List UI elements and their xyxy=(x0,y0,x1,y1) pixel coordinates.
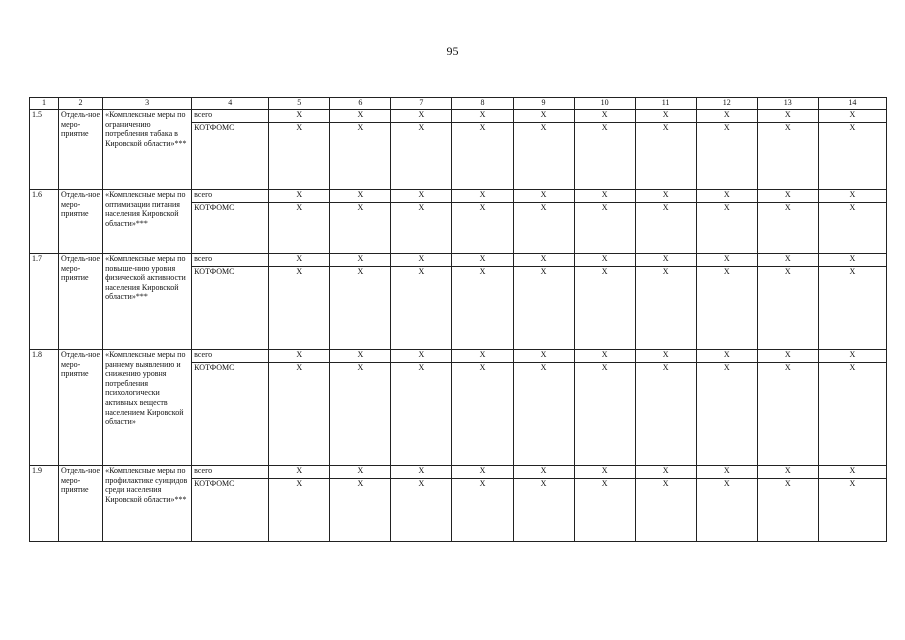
column-header-10: 10 xyxy=(574,98,635,110)
value-cell: X xyxy=(635,466,696,479)
column-header-12: 12 xyxy=(696,98,757,110)
value-cell: X xyxy=(513,466,574,479)
value-cell: X xyxy=(818,110,886,123)
value-cell: X xyxy=(269,363,330,466)
table-row xyxy=(30,350,887,363)
column-header-7: 7 xyxy=(391,98,452,110)
row-number: 1.7 xyxy=(30,254,59,350)
column-header-2: 2 xyxy=(59,98,103,110)
value-cell: X xyxy=(391,350,452,363)
value-cell: X xyxy=(696,254,757,267)
value-cell: X xyxy=(696,267,757,350)
value-cell: X xyxy=(391,363,452,466)
value-cell: X xyxy=(513,110,574,123)
funding-source: КОТФОМС xyxy=(192,479,269,542)
funding-source: всего xyxy=(192,466,269,479)
value-cell: X xyxy=(452,190,513,203)
program-table xyxy=(29,97,887,542)
activity-type: Отдель-ное меро-приятие xyxy=(59,350,103,466)
value-cell: X xyxy=(818,190,886,203)
value-cell: X xyxy=(574,363,635,466)
value-cell: X xyxy=(452,350,513,363)
value-cell: X xyxy=(757,267,818,350)
value-cell: X xyxy=(574,110,635,123)
value-cell: X xyxy=(269,466,330,479)
value-cell: X xyxy=(757,350,818,363)
table-row xyxy=(30,190,887,203)
column-header-6: 6 xyxy=(330,98,391,110)
value-cell: X xyxy=(574,203,635,254)
value-cell: X xyxy=(330,123,391,190)
value-cell: X xyxy=(574,350,635,363)
value-cell: X xyxy=(818,123,886,190)
value-cell: X xyxy=(818,350,886,363)
funding-source: КОТФОМС xyxy=(192,123,269,190)
column-header-8: 8 xyxy=(452,98,513,110)
value-cell: X xyxy=(330,350,391,363)
activity-type: Отдель-ное меро-приятие xyxy=(59,110,103,190)
value-cell: X xyxy=(635,254,696,267)
value-cell: X xyxy=(513,203,574,254)
column-header-14: 14 xyxy=(818,98,886,110)
value-cell: X xyxy=(635,363,696,466)
value-cell: X xyxy=(574,479,635,542)
value-cell: X xyxy=(269,254,330,267)
funding-source: всего xyxy=(192,350,269,363)
column-header-5: 5 xyxy=(269,98,330,110)
funding-source: всего xyxy=(192,110,269,123)
value-cell: X xyxy=(269,479,330,542)
value-cell: X xyxy=(330,203,391,254)
funding-source: КОТФОМС xyxy=(192,267,269,350)
table-body xyxy=(30,110,887,542)
value-cell: X xyxy=(757,479,818,542)
value-cell: X xyxy=(391,123,452,190)
value-cell: X xyxy=(513,267,574,350)
row-number: 1.5 xyxy=(30,110,59,190)
value-cell: X xyxy=(452,203,513,254)
value-cell: X xyxy=(574,123,635,190)
value-cell: X xyxy=(452,254,513,267)
column-header-1: 1 xyxy=(30,98,59,110)
value-cell: X xyxy=(513,479,574,542)
table-row xyxy=(30,254,887,267)
activity-type: Отдель-ное меро-приятие xyxy=(59,254,103,350)
value-cell: X xyxy=(574,466,635,479)
value-cell: X xyxy=(757,110,818,123)
value-cell: X xyxy=(635,110,696,123)
value-cell: X xyxy=(391,479,452,542)
funding-source: КОТФОМС xyxy=(192,203,269,254)
value-cell: X xyxy=(635,479,696,542)
value-cell: X xyxy=(818,363,886,466)
value-cell: X xyxy=(696,350,757,363)
value-cell: X xyxy=(635,350,696,363)
funding-source: КОТФОМС xyxy=(192,363,269,466)
value-cell: X xyxy=(330,466,391,479)
value-cell: X xyxy=(757,190,818,203)
column-header-11: 11 xyxy=(635,98,696,110)
value-cell: X xyxy=(391,254,452,267)
value-cell: X xyxy=(818,479,886,542)
row-number: 1.6 xyxy=(30,190,59,254)
value-cell: X xyxy=(696,203,757,254)
value-cell: X xyxy=(574,190,635,203)
value-cell: X xyxy=(757,363,818,466)
value-cell: X xyxy=(452,110,513,123)
activity-name: «Комплексные меры по ограничению потребления табака в Кировской области»*** xyxy=(103,110,192,190)
value-cell: X xyxy=(330,190,391,203)
header-row xyxy=(30,98,887,110)
row-number: 1.8 xyxy=(30,350,59,466)
value-cell: X xyxy=(452,479,513,542)
value-cell: X xyxy=(330,110,391,123)
column-header-9: 9 xyxy=(513,98,574,110)
value-cell: X xyxy=(330,254,391,267)
value-cell: X xyxy=(635,190,696,203)
value-cell: X xyxy=(757,466,818,479)
value-cell: X xyxy=(269,350,330,363)
value-cell: X xyxy=(330,363,391,466)
value-cell: X xyxy=(696,123,757,190)
value-cell: X xyxy=(635,203,696,254)
value-cell: X xyxy=(757,254,818,267)
value-cell: X xyxy=(269,203,330,254)
value-cell: X xyxy=(269,190,330,203)
value-cell: X xyxy=(818,254,886,267)
value-cell: X xyxy=(818,203,886,254)
value-cell: X xyxy=(696,363,757,466)
value-cell: X xyxy=(269,110,330,123)
value-cell: X xyxy=(452,267,513,350)
value-cell: X xyxy=(696,466,757,479)
value-cell: X xyxy=(635,267,696,350)
value-cell: X xyxy=(696,479,757,542)
value-cell: X xyxy=(818,466,886,479)
value-cell: X xyxy=(635,123,696,190)
column-header-3: 3 xyxy=(103,98,192,110)
table-row xyxy=(30,466,887,479)
column-header-13: 13 xyxy=(757,98,818,110)
value-cell: X xyxy=(452,363,513,466)
value-cell: X xyxy=(757,203,818,254)
value-cell: X xyxy=(513,190,574,203)
value-cell: X xyxy=(391,466,452,479)
value-cell: X xyxy=(391,267,452,350)
activity-name: «Комплексные меры по раннему выявлению и снижению уровня потребления психологически активных веществ населением Кировской области» xyxy=(103,350,192,466)
value-cell: X xyxy=(513,254,574,267)
value-cell: X xyxy=(696,190,757,203)
row-number: 1.9 xyxy=(30,466,59,542)
value-cell: X xyxy=(269,123,330,190)
activity-name: «Комплексные меры по повыше-нию уровня физической активности населения Кировской области»*** xyxy=(103,254,192,350)
value-cell: X xyxy=(452,123,513,190)
value-cell: X xyxy=(452,466,513,479)
value-cell: X xyxy=(391,110,452,123)
value-cell: X xyxy=(513,363,574,466)
value-cell: X xyxy=(269,267,330,350)
value-cell: X xyxy=(330,267,391,350)
funding-source: всего xyxy=(192,254,269,267)
value-cell: X xyxy=(391,190,452,203)
page-number: 95 xyxy=(446,44,459,58)
value-cell: X xyxy=(330,479,391,542)
value-cell: X xyxy=(513,350,574,363)
value-cell: X xyxy=(574,267,635,350)
value-cell: X xyxy=(391,203,452,254)
table-row xyxy=(30,110,887,123)
activity-name: «Комплексные меры по оптимизации питания населения Кировской области»*** xyxy=(103,190,192,254)
funding-source: всего xyxy=(192,190,269,203)
value-cell: X xyxy=(696,110,757,123)
value-cell: X xyxy=(757,123,818,190)
column-header-4: 4 xyxy=(192,98,269,110)
value-cell: X xyxy=(574,254,635,267)
value-cell: X xyxy=(513,123,574,190)
activity-name: «Комплексные меры по профилактике суицидов среди населения Кировской области»*** xyxy=(103,466,192,542)
value-cell: X xyxy=(818,267,886,350)
activity-type: Отдель-ное меро-приятие xyxy=(59,466,103,542)
activity-type: Отдель-ное меро-приятие xyxy=(59,190,103,254)
